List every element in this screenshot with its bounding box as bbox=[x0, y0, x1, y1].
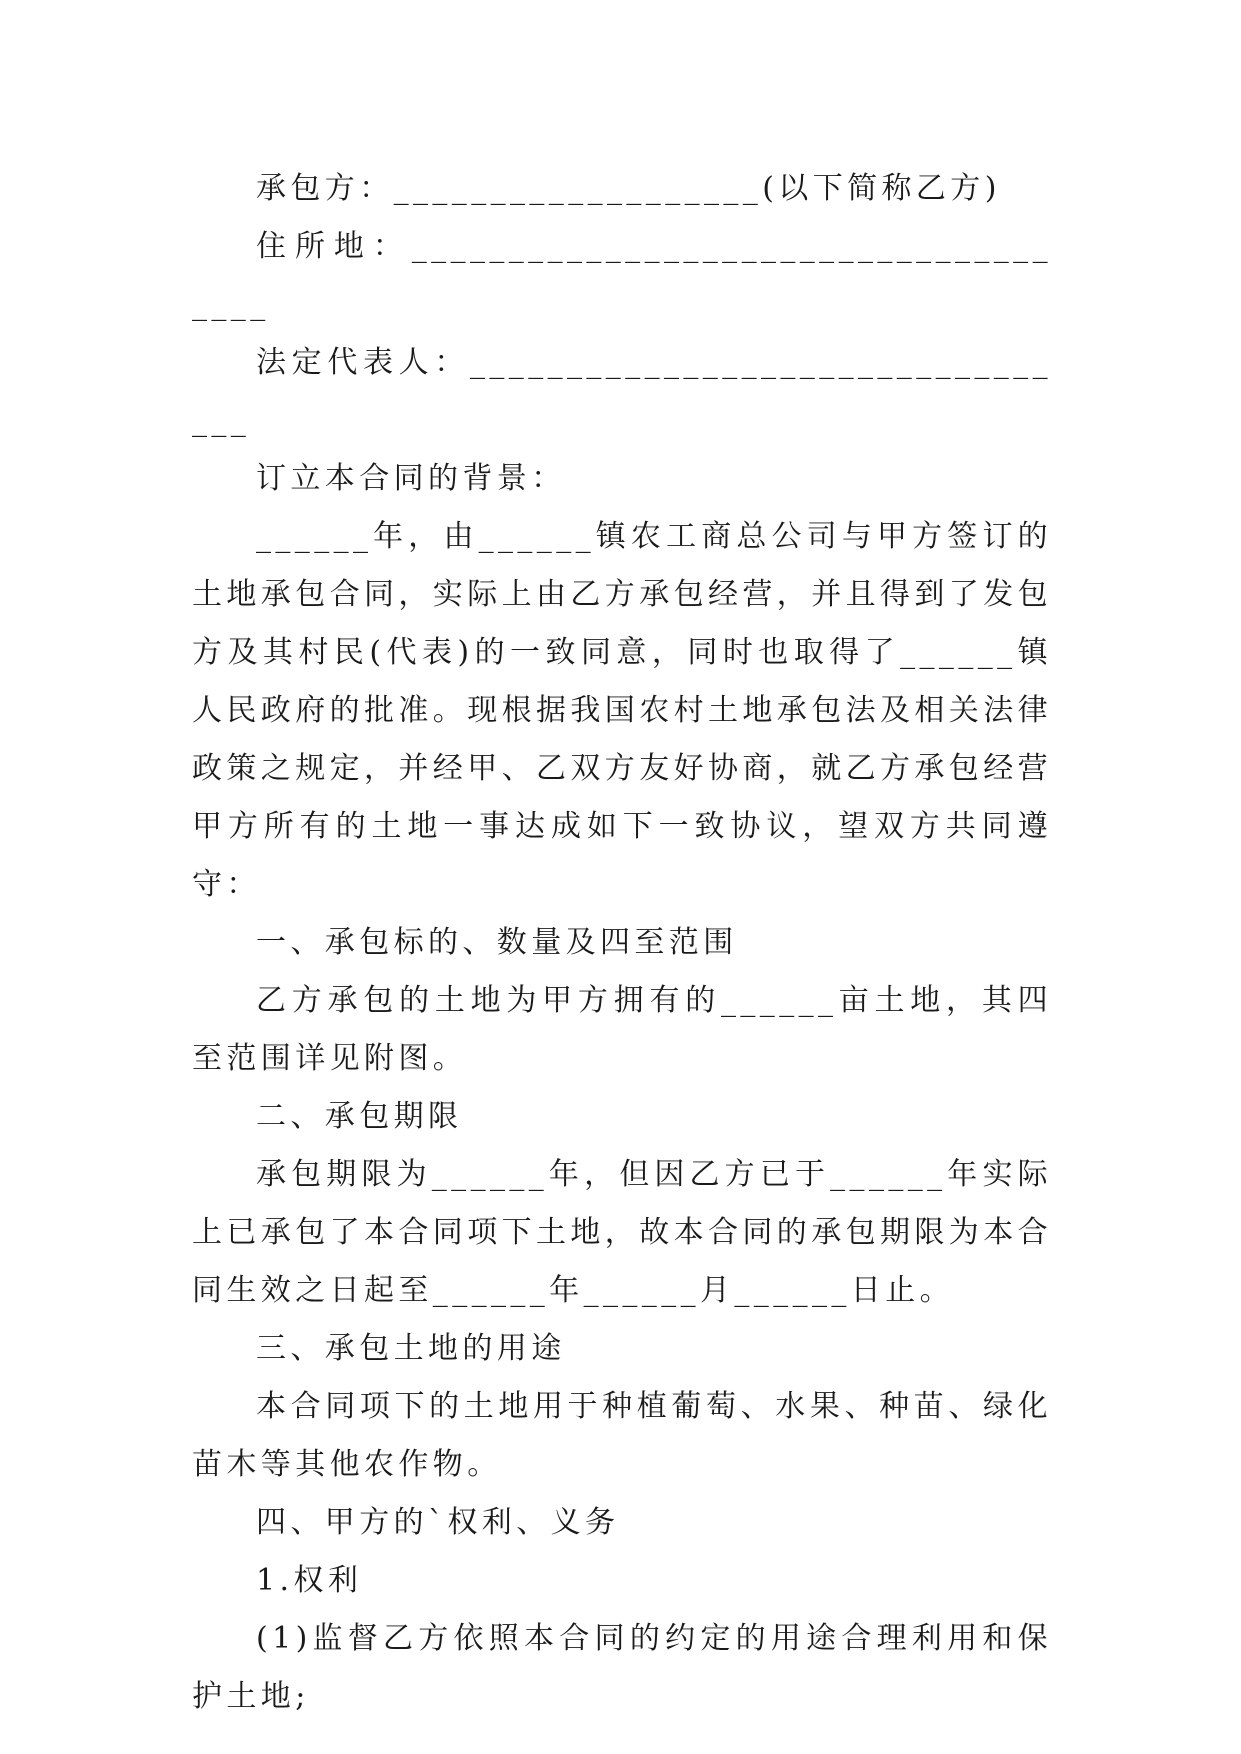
section-1-paragraph: 乙方承包的土地为甲方拥有的______亩土地，其四至范围详见附图。 bbox=[192, 983, 1052, 1076]
section-heading-2: 二、承包期限 bbox=[256, 1099, 463, 1134]
section-heading-1: 一、承包标的、数量及四至范围 bbox=[256, 925, 738, 960]
section-3-paragraph: 本合同项下的土地用于种植葡萄、水果、种苗、绿化苗木等其他农作物。 bbox=[192, 1389, 1052, 1482]
subsection-heading-rights: 1.权利 bbox=[256, 1563, 363, 1598]
rights-item-1: (1)监督乙方依照本合同的约定的用途合理利用和保护土地; bbox=[192, 1621, 1052, 1714]
background-heading: 订立本合同的背景： bbox=[256, 461, 566, 496]
section-heading-3: 三、承包土地的用途 bbox=[256, 1331, 566, 1366]
background-paragraph: ______年，由______镇农工商总公司与甲方签订的土地承包合同，实际上由乙方承包经营，并且得到了发包方及其村民(代表)的一致同意，同时也取得了______镇人民政府的批准。现根据我国农村土地承包法及相关法律政策之规定，并经甲、乙双方友好协商，就乙方承包经营甲方所有的土地一事达成如下一致协议，望双方共同遵守： bbox=[192, 519, 1052, 902]
contractor-line: 承包方：___________________(以下简称乙方) bbox=[256, 171, 1001, 206]
address-line: 住所地：_____________________________________ bbox=[192, 229, 1052, 322]
section-2-paragraph: 承包期限为______年，但因乙方已于______年实际上已承包了本合同项下土地，故本合同的承包期限为本合同生效之日起至______年______月______日止。 bbox=[192, 1157, 1052, 1308]
section-heading-4: 四、甲方的`权利、义务 bbox=[256, 1505, 620, 1540]
document-body bbox=[192, 160, 1052, 1726]
legal-representative-line: 法定代表人：_________________________________ bbox=[192, 345, 1052, 438]
